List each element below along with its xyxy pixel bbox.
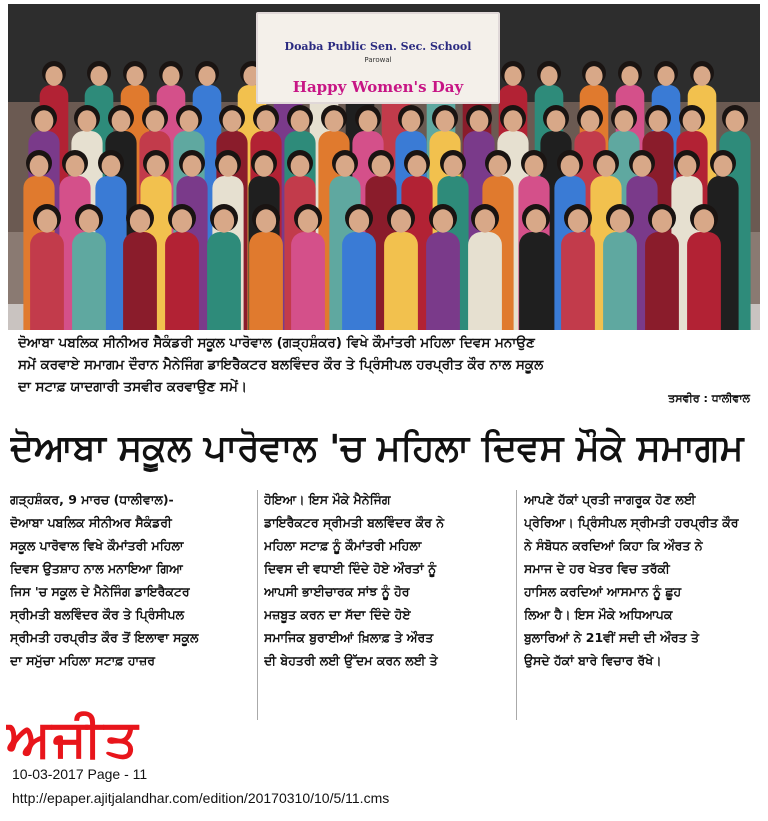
person-face [633, 155, 652, 177]
caption-line: ਦੋਆਬਾ ਪਬਲਿਕ ਸੀਨੀਅਰ ਸੈਕੰਡਰੀ ਸਕੂਲ ਪਾਰੋਵਾਲ (ਗੜ੍ਹਸ਼ੰਕਰ) ਵਿਖੇ ਕੌਮਾਂਤਰੀ ਮਹਿਲਾ ਦਿਵਸ ਮਨਾਉਣ [18, 335, 535, 351]
person-face [504, 110, 523, 132]
article-column-3 [524, 488, 760, 672]
person-face [172, 209, 192, 232]
person-body [603, 232, 637, 330]
column-line: ਡਾਇਰੈਕਟਰ ਸ੍ਰੀਮਤੀ ਬਲਵਿੰਦਰ ਕੌਰ ਨੇ [264, 515, 445, 530]
person-body [30, 232, 64, 330]
column-divider [516, 490, 517, 720]
column-line: ਸ੍ਰੀਮਤੀ ਹਰਪ੍ਰੀਤ ਕੌਰ ਤੋਂ ਇਲਾਵਾ ਸਕੂਲ [10, 630, 199, 645]
column-line: ਗੜ੍ਹਸ਼ੰਕਰ, 9 ਮਾਰਚ (ਧਾਲੀਵਾਲ)- [10, 492, 174, 507]
person-body [384, 232, 418, 330]
person-face [433, 209, 453, 232]
person-body [249, 232, 283, 330]
person-face [726, 110, 745, 132]
person-body [165, 232, 199, 330]
person-face [147, 155, 166, 177]
person-face [336, 155, 355, 177]
person-face [547, 110, 566, 132]
person-body [561, 232, 595, 330]
person-face [359, 110, 378, 132]
column-line: ਆਪਸੀ ਭਾਈਚਾਰਕ ਸਾਂਝ ਨੂੰ ਹੋਰ [264, 584, 410, 599]
column-line: ਨੇ ਸੰਬੋਧਨ ਕਰਦਿਆਂ ਕਿਹਾ ਕਿ ਔਰਤ ਨੇ [524, 538, 703, 553]
person-face [349, 209, 369, 232]
column-line: ਦੋਆਬਾ ਪਬਲਿਕ ਸੀਨੀਅਰ ਸੈਕੰਡਰੀ [10, 515, 172, 530]
column-line: ਹੋਇਆ। ਇਸ ਮੌਕੇ ਮੈਨੇਜਿੰਗ [264, 492, 391, 507]
person-face [372, 155, 391, 177]
person-face [402, 110, 421, 132]
person-face [102, 155, 121, 177]
person-face [37, 209, 57, 232]
person-face [621, 66, 638, 86]
column-line: ਸਕੂਲ ਪਾਰੋਵਾਲ ਵਿਖੇ ਕੌਮਾਂਤਰੀ ਮਹਿਲਾ [10, 538, 184, 553]
person-face [568, 209, 588, 232]
person-face [183, 155, 202, 177]
person-body [426, 232, 460, 330]
ajit-masthead-logo: ਅਜੀਤ [6, 709, 140, 769]
person-face [298, 209, 318, 232]
column-line: ਜਿਸ 'ਚ ਸਕੂਲ ਦੇ ਮੈਨੇਜਿੰਗ ਡਾਇਰੈਕਟਰ [10, 584, 190, 599]
person-face [291, 155, 310, 177]
column-line: ਪ੍ਰੇਰਿਆ। ਪ੍ਰਿੰਸੀਪਲ ਸ੍ਰੀਮਤੀ ਹਰਪ੍ਰੀਤ ਕੌਰ [524, 515, 739, 530]
person-face [198, 66, 215, 86]
column-line: ਸਮਾਜ ਦੇ ਹਰ ਖੇਤਰ ਵਿਚ ਤਰੱਕੀ [524, 561, 670, 576]
person-face [436, 110, 455, 132]
person-face [657, 66, 674, 86]
person-face [610, 209, 630, 232]
caption-line: ਦਾ ਸਟਾਫ਼ ਯਾਦਗਾਰੀ ਤਸਵੀਰ ਕਰਵਾਉਣ ਸਮੇਂ। [18, 379, 247, 395]
person-face [694, 209, 714, 232]
article-headline: ਦੋਆਬਾ ਸਕੂਲ ਪਾਰੋਵਾਲ 'ਚ ਮਹਿਲਾ ਦਿਵਸ ਮੌਕੇ ਸਮਾਗਮ [10, 428, 744, 469]
person-face [391, 209, 411, 232]
person-face [291, 110, 310, 132]
person-face [585, 66, 602, 86]
person-face [30, 155, 49, 177]
person-face [219, 155, 238, 177]
column-line: ਦਿਵਸ ਉਤਸ਼ਾਹ ਨਾਲ ਮਨਾਇਆ ਗਿਆ [10, 561, 183, 576]
person-face [444, 155, 463, 177]
person-face [540, 66, 557, 86]
column-line: ਸ੍ਰੀਮਤੀ ਬਲਵਿੰਦਰ ਕੌਰ ਤੇ ਪ੍ਰਿੰਸੀਪਲ [10, 607, 185, 622]
edition-date-page: 10-03-2017 Page - 11 [12, 766, 148, 782]
person-face [526, 209, 546, 232]
person-face [470, 110, 489, 132]
photo-banner [256, 12, 500, 104]
person-face [489, 155, 508, 177]
person-face [581, 110, 600, 132]
person-body [72, 232, 106, 330]
column-line: ਲਿਆ ਹੈ। ਇਸ ਮੌਕੇ ਅਧਿਆਪਕ [524, 607, 673, 622]
person-face [180, 110, 199, 132]
person-face [615, 110, 634, 132]
person-face [678, 155, 697, 177]
person-body [123, 232, 157, 330]
caption-line: ਸਮੇਂ ਕਰਵਾਏ ਸਮਾਗਮ ਦੌਰਾਨ ਮੈਨੇਜਿੰਗ ਡਾਇਰੈਕਟਰ ਬਲਵਿੰਦਰ ਕੌਰ ਤੇ ਪ੍ਰਿੰਸੀਪਲ ਹਰਪ੍ਰੀਤ ਕੌਰ ਨਾਲ ਸਕੂਲ [18, 357, 544, 373]
person-face [652, 209, 672, 232]
person-face [255, 155, 274, 177]
person-face [146, 110, 165, 132]
person-face [162, 66, 179, 86]
person-face [408, 155, 427, 177]
person-body [291, 232, 325, 330]
person-body [519, 232, 553, 330]
person-body [207, 232, 241, 330]
person-face [35, 110, 54, 132]
column-line: ਦੀ ਬੇਹਤਰੀ ਲਈ ਉੱਦਮ ਕਰਨ ਲਈ ਤੇ [264, 653, 438, 668]
column-line: ਮਜ਼ਬੂਤ ਕਰਨ ਦਾ ਸੱਦਾ ਦਿੰਦੇ ਹੋਏ [264, 607, 411, 622]
person-body [468, 232, 502, 330]
person-face [112, 110, 131, 132]
column-line: ਦਿਵਸ ਦੀ ਵਧਾਈ ਦਿੰਦੇ ਹੋਏ ਔਰਤਾਂ ਨੂੰ [264, 561, 437, 576]
person-face [475, 209, 495, 232]
person-face [66, 155, 85, 177]
banner-subtitle: Parowal [364, 56, 392, 64]
photo-credit: ਤਸਵੀਰ : ਧਾਲੀਵਾਲ [668, 392, 750, 405]
person-face [223, 110, 242, 132]
banner-greeting: Happy Women's Day [292, 78, 464, 96]
person-face [693, 66, 710, 86]
column-line: ਆਪਣੇ ਹੱਕਾਂ ਪ੍ਰਤੀ ਜਾਗਰੂਕ ਹੋਣ ਲਈ [524, 492, 696, 507]
person-face [214, 209, 234, 232]
person-face [597, 155, 616, 177]
column-line: ਹਾਸਿਲ ਕਰਦਿਆਂ ਆਸਮਾਨ ਨੂੰ ਛੂਹ [524, 584, 682, 599]
person-face [126, 66, 143, 86]
column-divider [257, 490, 258, 720]
person-body [687, 232, 721, 330]
column-line: ਬੁਲਾਰਿਆਂ ਨੇ 21ਵੀਂ ਸਦੀ ਦੀ ਔਰਤ ਤੇ [524, 630, 700, 645]
article-column-1 [10, 488, 246, 672]
article-column-2 [264, 488, 500, 672]
person-face [325, 110, 344, 132]
column-line: ਦਾ ਸਮੁੱਚਾ ਮਹਿਲਾ ਸਟਾਫ਼ ਹਾਜ਼ਰ [10, 653, 156, 668]
person-face [504, 66, 521, 86]
column-line: ਉਸਦੇ ਹੱਕਾਂ ਬਾਰੇ ਵਿਚਾਰ ਰੱਖੇ। [524, 653, 662, 668]
source-url[interactable]: http://epaper.ajitjalandhar.com/edition/20170310/10/5/11.cms [12, 790, 390, 806]
person-face [525, 155, 544, 177]
group-photo [8, 4, 760, 330]
person-face [256, 209, 276, 232]
person-face [130, 209, 150, 232]
column-line: ਮਹਿਲਾ ਸਟਾਫ਼ ਨੂੰ ਕੌਮਾਂਤਰੀ ਮਹਿਲਾ [264, 538, 422, 553]
person-face [683, 110, 702, 132]
banner-school-name: Doaba Public Sen. Sec. School [284, 40, 472, 53]
person-face [649, 110, 668, 132]
person-face [79, 209, 99, 232]
person-body [645, 232, 679, 330]
column-line: ਸਮਾਜਿਕ ਬੁਰਾਈਆਂ ਖ਼ਿਲਾਫ਼ ਤੇ ਔਰਤ [264, 630, 434, 645]
person-face [714, 155, 733, 177]
person-face [90, 66, 107, 86]
person-face [78, 110, 97, 132]
person-face [45, 66, 62, 86]
person-face [561, 155, 580, 177]
person-body [342, 232, 376, 330]
person-face [257, 110, 276, 132]
photo-caption [18, 332, 758, 398]
